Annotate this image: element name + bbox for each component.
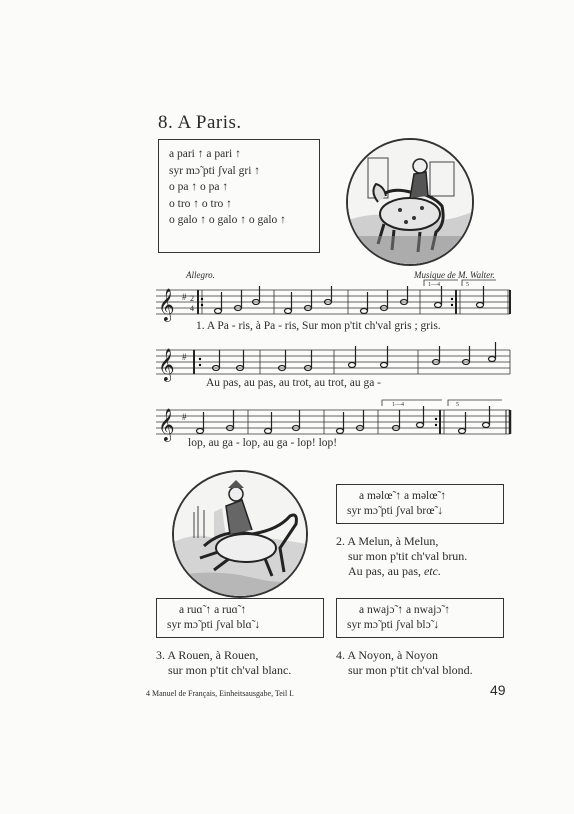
phonetic-line: o pa ↑ o pa ↑ (169, 181, 229, 193)
volta-2-label: 5 (456, 402, 459, 408)
song-title (158, 112, 242, 134)
verse-line: 4. A Noyon, à Noyon (336, 648, 438, 662)
etc-marker: etc. (423, 564, 441, 578)
verse-line: 3. A Rouen, à Rouen, (156, 648, 259, 662)
verse-4 (336, 648, 473, 678)
illustration-rider-top (346, 138, 474, 266)
phonetic-line: a nwajɔ̃ ↑ a nwajɔ̃ ↑ (359, 604, 451, 616)
svg-text:4: 4 (190, 304, 194, 313)
phonetic-line: a ruɑ̃ ↑ a ruɑ̃ ↑ (179, 604, 247, 616)
page-number: 49 (490, 682, 506, 698)
footer-credit: 4 Manuel de Français, Einheitsausgabe, Teil I. (146, 689, 294, 698)
phonetic-line: syr mɔ̃ pti ʃval brœ̃ ↓ (347, 505, 444, 517)
phonetic-line: syr mɔ̃ pti ʃval blɑ̃ ↓ (167, 619, 261, 631)
phonetic-box-verse-3 (156, 598, 324, 638)
phonetic-box-verse-4 (336, 598, 504, 638)
svg-text:#: # (182, 412, 187, 422)
treble-clef-icon: 𝄞 (158, 288, 175, 321)
volta-1-label: 1—4 (392, 402, 404, 408)
volta-2-label: 5 (466, 282, 469, 288)
tempo-marking: Allegro. (186, 270, 215, 280)
phonetic-line: o galo ↑ o galo ↑ o galo ↑ (169, 214, 286, 226)
svg-text:#: # (182, 352, 187, 362)
volta-1-label: 1—4 (428, 282, 440, 288)
rider-drawing (348, 140, 472, 264)
music-staff-1 (156, 284, 516, 320)
phonetic-box-verse-2 (336, 484, 504, 524)
phonetic-line: syr mɔ̃ pti ʃval blɔ̃ ↓ (347, 619, 440, 631)
verse-2 (336, 534, 467, 579)
composer-credit: Musique de M. Walter. (414, 270, 495, 280)
phonetic-box-main (158, 139, 320, 253)
verse-line: sur mon p'tit ch'val blond. (348, 663, 473, 677)
treble-clef-icon: 𝄞 (158, 408, 175, 441)
illustration-rider-bottom (172, 470, 308, 598)
phonetic-line: a məlœ̃ ↑ a məlœ̃ ↑ (359, 490, 447, 502)
phonetic-line: a pari ↑ a pari ↑ (169, 148, 241, 160)
svg-text:#: # (182, 292, 187, 302)
treble-clef-icon: 𝄞 (158, 348, 175, 381)
lyrics-line-2: Au pas, au pas, au trot, au trot, au ga - (206, 377, 382, 389)
verse-line (336, 564, 467, 579)
verse-text: Au pas, au pas, (348, 564, 424, 578)
lyrics-line-1: 1. A Pa - ris, à Pa - ris, Sur mon p'tit ch'val gris ; gris. (196, 320, 441, 332)
music-staff-3 (156, 404, 516, 440)
song-number: 8. (158, 112, 174, 133)
rider-drawing (174, 472, 306, 596)
music-staff-2 (156, 344, 516, 380)
phonetic-line: syr mɔ̃ pti ʃval gri ↑ (169, 164, 261, 177)
verse-line: sur mon p'tit ch'val blanc. (168, 663, 292, 677)
svg-text:2: 2 (190, 294, 194, 303)
verse-3 (156, 648, 291, 678)
phonetic-line: o tro ↑ o tro ↑ (169, 197, 232, 210)
verse-line: sur mon p'tit ch'val brun. (348, 549, 468, 563)
song-name: A Paris. (177, 112, 242, 133)
verse-line: 2. A Melun, à Melun, (336, 534, 439, 548)
lyrics-line-3: lop, au ga - lop, au ga - lop! lop! (188, 437, 338, 449)
